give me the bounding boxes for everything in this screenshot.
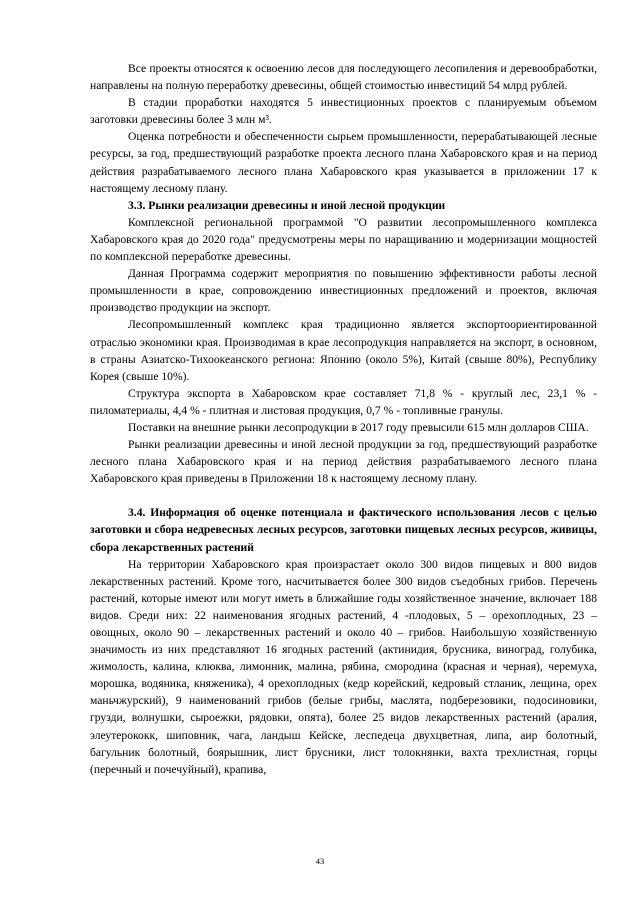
paragraph: Рынки реализации древесины и иной лесной продукции за год, предшествующий разработке лесного плана Хабаровского края и на период действия разрабатываемого лесного плана Хабаровского края приведены в Приложении 18 к настоящему лесному плану.	[90, 438, 597, 486]
page-number: 43	[315, 856, 325, 866]
paragraph: Структура экспорта в Хабаровском крае составляет 71,8 % - круглый лес, 23,1 % - пиломатериалы, 4,4 % - плитная и листовая продукция, 0,7 % - топливные гранулы.	[90, 386, 597, 417]
paragraph: Все проекты относятся к освоению лесов для последующего лесопиления и деревообработки, направлены на полную переработку древесины, общей стоимостью инвестиций 54 млрд рублей.	[90, 62, 597, 93]
paragraph: На территории Хабаровского края произрастает около 300 видов пищевых и 800 видов лекарственных растений. Кроме того, насчитывается более 300 видов съедобных грибов. Перечень растений, которые имеют или могут иметь в ближайшие годы хозяйственное значение, включает 188 видов. Среди них: 22 наименования ягодных растений, 4 -плодовых, 5 – орехоплодных, 23 – овощных, около 90 – лекарственных растений и около 40 – грибов. Наибольшую хозяйственную значимость из них представляют 16 ягодных растений (актинидия, брусника, виноград, голубика, жимолость, калина, клюква, лимонник, малина, рябина, смородина (красная и черная), черемуха, морошка, водяника, княженика), 4 орехоплодных (кедр корейский, кедровый стланик, лещина, орех маньчжурский), 9 наименований грибов (белые грибы, маслята, подберезовики, подосиновики, грузди, волнушки, сыроежки, рядовки, опята), более 25 видов лекарственных растений (аралия, элеутерококк, шиповник, чага, ландыш Кейске, леспедеца двухцветная, липа, аир болотный, багульник болотный, боярышник, лист брусники, лист толокнянки, вахта трехлистная, горцы (перечный и почечуйный), крапива,	[90, 557, 597, 776]
paragraph: В стадии проработки находятся 5 инвестиционных проектов с планируемым объемом заготовки древесины более 3 млн м³.	[90, 96, 597, 127]
paragraph: Поставки на внешние рынки лесопродукции в 2017 году превысили 615 млн долларов США.	[128, 420, 589, 434]
page-content	[90, 60, 597, 778]
paragraph: Лесопромышленный комплекс края традиционно является экспортоориентированной отраслью экономики края. Производимая в крае лесопродукция направляется на экспорт, в основном, в страны Азиатско-Тихоокеанского региона: Японию (около 5%), Китай (свыше 80%), Республику Корея (свыше 10%).	[90, 318, 597, 383]
paragraph: Данная Программа содержит мероприятия по повышению эффективности работы лесной промышленности в крае, сопровождению инвестиционных предложений и проектов, включая производство продукции на экспорт.	[90, 267, 597, 315]
paragraph: Комплексной региональной программой "О развитии лесопромышленного комплекса Хабаровского края до 2020 года" предусмотрены меры по наращиванию и модернизации мощностей по комплексной переработке древесины.	[90, 215, 597, 264]
paragraph: Оценка потребности и обеспеченности сырьем промышленности, перерабатывающей лесные ресурсы, за год, предшествующий разработке проекта лесного плана Хабаровского края и на период действия разрабатываемого лесного плана Хабаровского края указывается в приложении 17 к настоящему лесному плану.	[90, 130, 597, 195]
section-heading-3-3: 3.3. Рынки реализации древесины и иной лесной продукции	[128, 198, 446, 212]
section-heading-3-4: 3.4. Информация об оценке потенциала и фактического использования лесов с целью заготовки и сбора недревесных лесных ресурсов, заготовки пищевых лесных ресурсов, живицы, сбора лекарственных растений	[90, 506, 597, 554]
